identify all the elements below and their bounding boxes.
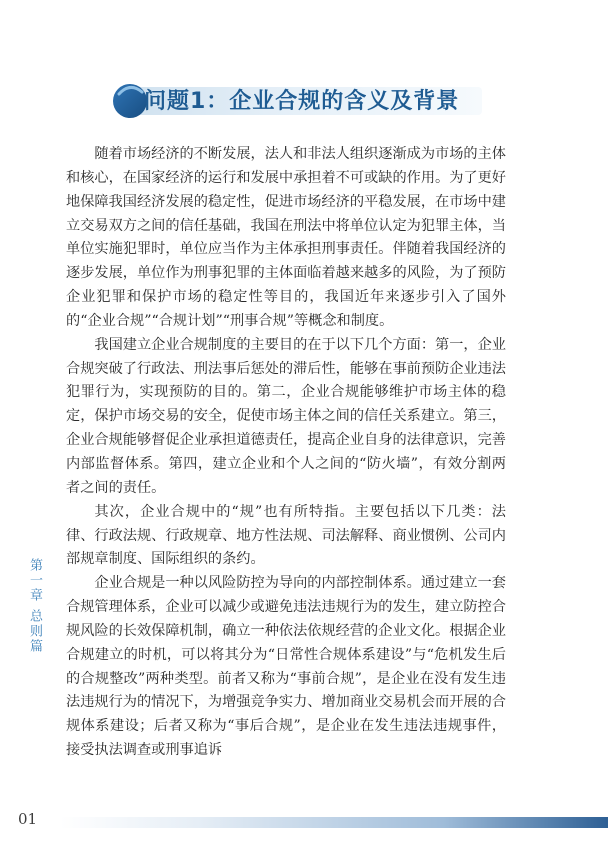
section-heading xyxy=(110,80,490,122)
body-text xyxy=(66,143,506,763)
paragraph: 我国建立企业合规制度的主要目的在于以下几个方面：第一，企业合规突破了行政法、刑法事后惩处的滞后性，能够在事前预防企业违法犯罪行为，实现预防的目的。第二，企业合规能够维护市场主体的稳定，保护市场交易的安全，促使市场主体之间的信任关系建立。第三，企业合规能够督促企业承担道德责任，提高企业自身的法律意识，完善内部监督体系。第四，建立企业和个人之间的“防火墙”，有效分割两者之间的责任。 xyxy=(66,336,506,496)
paragraph: 企业合规是一种以风险防控为导向的内部控制体系。通过建立一套合规管理体系，企业可以减少或避免违法违规行为的发生，建立防控合规风险的长效保障机制，确立一种依法依规经营的企业文化。根据企业合规建立的时机，可以将其分为“日常性合规体系建设”与“危机发生后的合规整改”两种类型。前者又称为“事前合规”，是企业在没有发生违法违规行为的情况下，为增强竞争实力、增加商业交易机会而开展的合规体系建设；后者又称为“事后合规”，是企业在发生违法违规事件，接受执法调查或刑事追诉 xyxy=(66,575,506,759)
page-number: 01 xyxy=(18,810,38,828)
paragraph: 随着市场经济的不断发展，法人和非法人组织逐渐成为市场的主体和核心，在国家经济的运行和发展中承担着不可或缺的作用。为了更好地保障我国经济发展的稳定性，促进市场经济的平稳发展，在市场中建立交易双方之间的信任基础，我国在刑法中将单位认定为犯罪主体，当单位实施犯罪时，单位应当作为主体承担刑事责任。伴随着我国经济的逐步发展，单位作为刑事犯罪的主体面临着越来越多的风险，为了预防企业犯罪和保护市场的稳定性等目的，我国近年来逐步引入了国外的“企业合规”“合规计划”“刑事合规”等概念和制度。 xyxy=(66,146,506,329)
chapter-side-label: 第一章 总则篇 xyxy=(27,558,42,655)
page-title: 问题1：企业合规的含义及背景 xyxy=(144,89,460,114)
paragraph: 其次，企业合规中的“规”也有所特指。主要包括以下几类：法律、行政法规、行政规章、地方性法规、司法解释、商业惯例、公司内部规章制度、国际组织的条约。 xyxy=(66,503,506,568)
footer-decoration-bar xyxy=(60,817,608,828)
